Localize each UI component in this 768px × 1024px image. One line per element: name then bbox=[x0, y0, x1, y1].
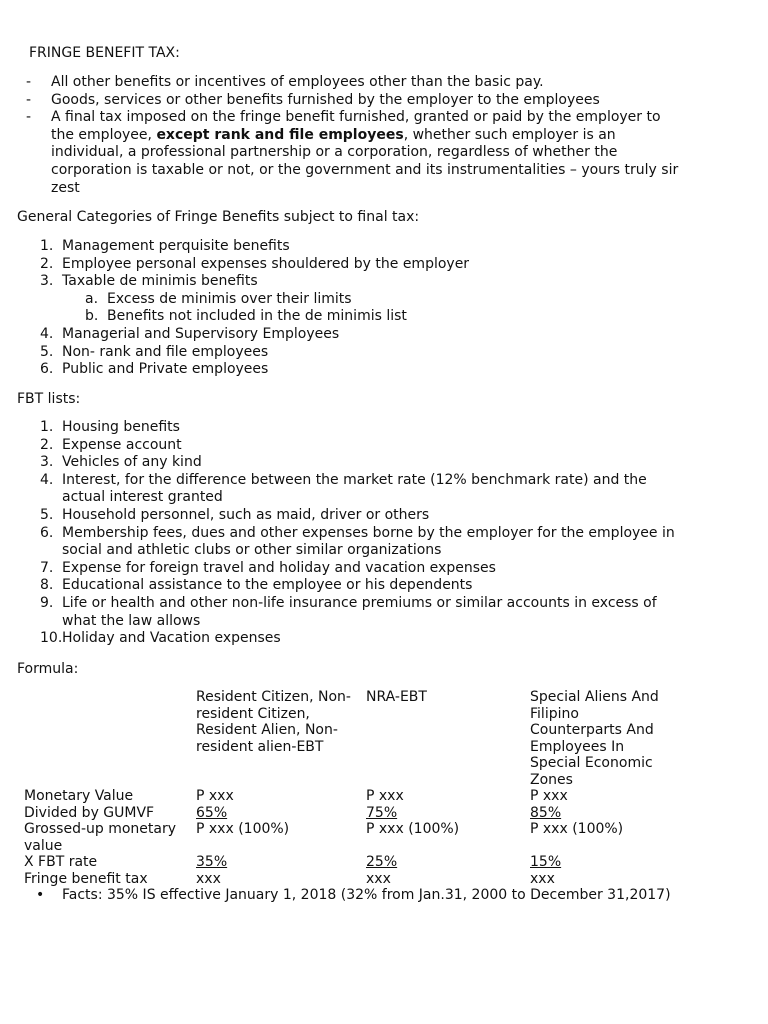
sub-list-item bbox=[85, 308, 690, 326]
list-number: 3. bbox=[40, 454, 54, 471]
table-cell: 25% bbox=[366, 854, 398, 870]
sub-list-item bbox=[85, 291, 690, 309]
table-cell: 75% bbox=[366, 804, 398, 821]
table-row bbox=[22, 821, 662, 854]
list-number: 2. bbox=[40, 436, 54, 453]
categories-heading: General Categories of Fringe Benefits subject to final tax: bbox=[17, 209, 420, 225]
list-number: 3. bbox=[40, 273, 54, 290]
list-number: 1. bbox=[40, 238, 54, 254]
list-item bbox=[40, 595, 690, 630]
table-cell: P xxx (100%) bbox=[366, 821, 460, 837]
list-item-text: Goods, services or other benefits furnished by the employer to the employees bbox=[51, 91, 600, 108]
table-row bbox=[22, 788, 662, 805]
facts-note: Facts: 35% IS effective January 1, 2018 (32% from Jan.31, 2000 to December 31,2017) bbox=[62, 887, 671, 903]
list-item-text: , whether such employer is an individual, a professional partnership or a corporation, regardless of whether the corporation is taxable or not, or the government and its instrumentalities – yours truly sir zest bbox=[51, 126, 679, 196]
list-item-text: All other benefits or incentives of employees other than the basic pay. bbox=[51, 74, 544, 90]
list-number: 2. bbox=[40, 255, 54, 272]
list-item-text: Educational assistance to the employee or his dependents bbox=[62, 577, 473, 594]
table-cell: xxx bbox=[366, 870, 391, 887]
list-number: 7. bbox=[40, 559, 54, 576]
list-item-text: Household personnel, such as maid, driver or others bbox=[62, 506, 430, 523]
list-item bbox=[40, 326, 690, 344]
list-item bbox=[26, 74, 686, 92]
table-row bbox=[22, 854, 662, 871]
table-cell: 15% bbox=[530, 854, 562, 870]
list-item bbox=[40, 256, 690, 274]
table-header-row bbox=[22, 689, 662, 788]
list-item-text: Managerial and Supervisory Employees bbox=[62, 325, 340, 342]
list-letter: a. bbox=[85, 290, 99, 307]
list-number: 10. bbox=[40, 630, 63, 647]
list-item-text: Expense for foreign travel and holiday and vacation expenses bbox=[62, 559, 496, 576]
list-letter: b. bbox=[85, 308, 99, 325]
list-item bbox=[40, 419, 690, 437]
row-label: Fringe benefit tax bbox=[24, 870, 148, 887]
dash-marker: - bbox=[26, 74, 32, 90]
list-item bbox=[26, 109, 686, 197]
list-item bbox=[40, 630, 690, 648]
definition-list bbox=[26, 74, 686, 197]
list-number: 4. bbox=[40, 471, 54, 488]
table-cell: P xxx (100%) bbox=[196, 821, 290, 837]
list-number: 6. bbox=[40, 524, 54, 541]
row-label: Divided by GUMVF bbox=[24, 804, 155, 821]
list-item-text: Taxable de minimis benefits bbox=[62, 273, 258, 290]
dash-marker: - bbox=[26, 109, 32, 126]
list-item bbox=[40, 507, 690, 525]
list-number: 8. bbox=[40, 577, 54, 594]
list-item-text: Expense account bbox=[62, 436, 182, 453]
sub-list bbox=[62, 291, 690, 326]
list-item-text: Public and Private employees bbox=[62, 361, 269, 378]
table-cell: xxx bbox=[530, 870, 555, 887]
bullet-marker: • bbox=[36, 887, 45, 903]
list-number: 9. bbox=[40, 594, 54, 611]
list-item bbox=[40, 437, 690, 455]
table-cell: P xxx (100%) bbox=[530, 821, 624, 837]
list-item-text: Excess de minimis over their limits bbox=[107, 290, 352, 307]
list-item bbox=[26, 92, 686, 110]
table-cell: 85% bbox=[530, 804, 562, 821]
list-item-text: Benefits not included in the de minimis list bbox=[107, 308, 407, 325]
list-item-text: Membership fees, dues and other expenses borne by the employer for the employee in social and athletic clubs or other similar organizations bbox=[62, 524, 675, 559]
list-number: 1. bbox=[40, 419, 54, 435]
table-header-cell: NRA-EBT bbox=[366, 689, 427, 705]
list-item bbox=[40, 472, 690, 507]
formula-heading: Formula: bbox=[17, 661, 79, 677]
table-row bbox=[22, 805, 662, 822]
table-header-cell: Special Aliens And Filipino Counterparts And Employees In Special Economic Zones bbox=[530, 689, 659, 788]
list-number: 6. bbox=[40, 361, 54, 378]
list-number: 5. bbox=[40, 343, 54, 360]
table-cell: 35% bbox=[196, 854, 228, 870]
table-header-cell bbox=[22, 689, 194, 788]
list-item-text: Non- rank and file employees bbox=[62, 343, 269, 360]
list-item bbox=[40, 577, 690, 595]
list-item-text: Management perquisite benefits bbox=[62, 238, 290, 254]
table-cell: P xxx bbox=[196, 788, 234, 804]
table-cell: P xxx bbox=[366, 788, 404, 804]
list-item bbox=[40, 273, 690, 326]
fbt-heading: FBT lists: bbox=[17, 391, 81, 407]
bold-emphasis: except rank and file employees bbox=[156, 126, 404, 143]
table-header-cell: Resident Citizen, Non-resident Citizen, Resident Alien, Non-resident alien-EBT bbox=[196, 689, 351, 755]
table-row bbox=[22, 871, 662, 888]
page-title: FRINGE BENEFIT TAX: bbox=[29, 45, 180, 61]
list-item-text: Vehicles of any kind bbox=[62, 454, 202, 471]
formula-table bbox=[22, 689, 662, 887]
row-label: Monetary Value bbox=[24, 788, 134, 804]
list-item-text: A final tax imposed on the fringe benefit furnished, granted or paid by the employer to the employee, bbox=[51, 109, 661, 143]
list-item-text: Housing benefits bbox=[62, 419, 180, 435]
fbt-list bbox=[40, 419, 690, 648]
list-item bbox=[40, 560, 690, 578]
list-item-text: Life or health and other non-life insurance premiums or similar accounts in excess of what the law allows bbox=[62, 594, 657, 629]
row-label: Grossed-up monetary value bbox=[24, 821, 177, 854]
table-cell: 65% bbox=[196, 804, 228, 821]
list-number: 4. bbox=[40, 325, 54, 342]
list-item bbox=[40, 525, 690, 560]
list-number: 5. bbox=[40, 506, 54, 523]
list-item-text: Employee personal expenses shouldered by the employer bbox=[62, 255, 470, 272]
list-item-text: Holiday and Vacation expenses bbox=[62, 630, 281, 647]
list-item bbox=[40, 454, 690, 472]
table-cell: xxx bbox=[196, 870, 221, 887]
list-item-text: Interest, for the difference between the market rate (12% benchmark rate) and the actual interest granted bbox=[62, 471, 647, 506]
list-item bbox=[40, 238, 690, 256]
dash-marker: - bbox=[26, 91, 32, 108]
categories-list bbox=[40, 238, 690, 379]
list-item bbox=[40, 361, 690, 379]
row-label: X FBT rate bbox=[24, 854, 98, 870]
table-cell: P xxx bbox=[530, 788, 568, 804]
list-item bbox=[40, 344, 690, 362]
